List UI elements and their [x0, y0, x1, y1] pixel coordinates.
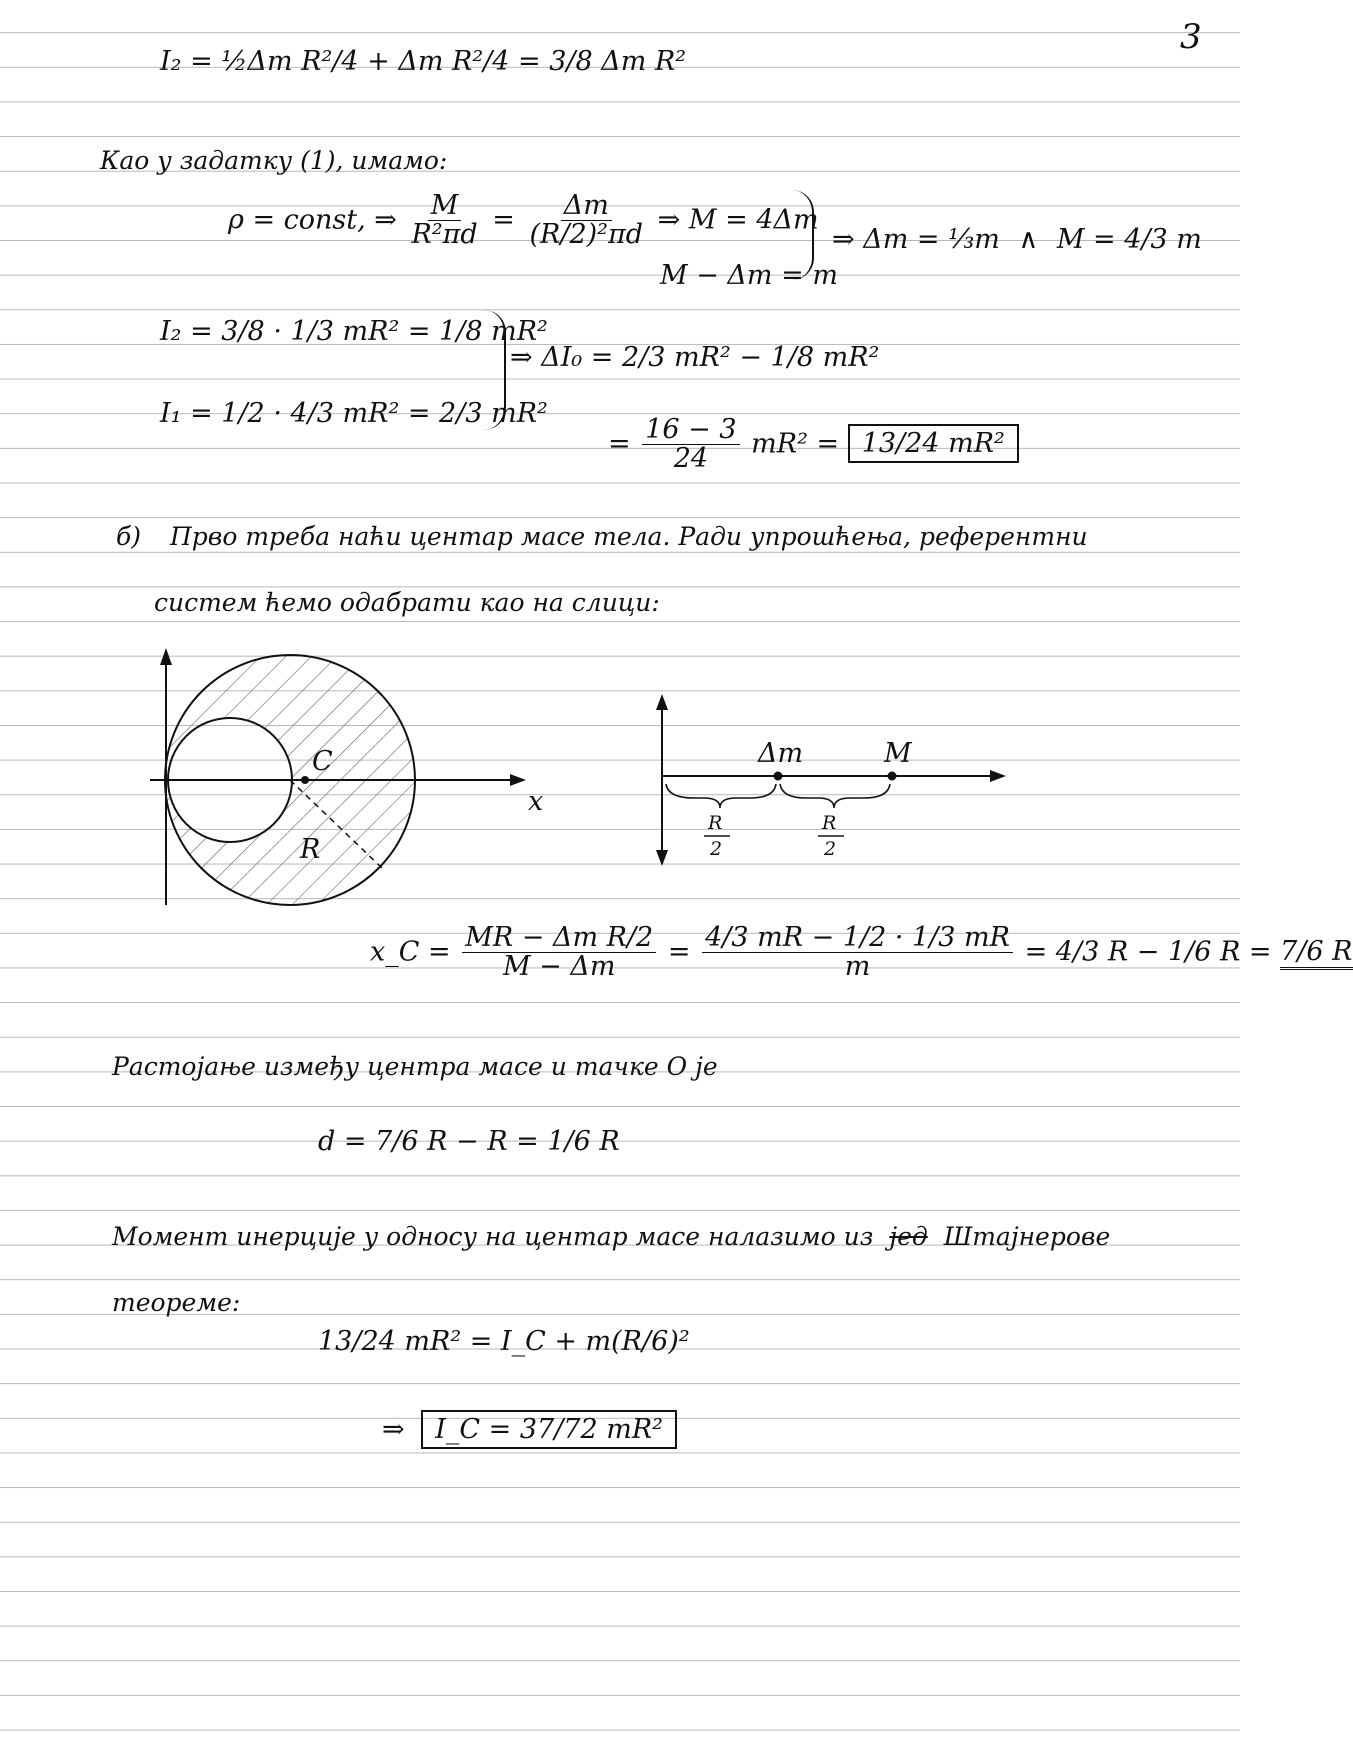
equals-sign: =	[667, 936, 691, 968]
xc-result: 7/6 R	[1280, 936, 1352, 970]
center-of-mass-point	[301, 776, 309, 784]
i1-equation: I₁ = 1/2 · 4/3 mR² = 2/3 mR²	[160, 398, 548, 429]
final-result	[382, 1410, 677, 1449]
moment-text-line-2: теореме:	[112, 1288, 241, 1317]
brace-left-segment	[666, 784, 776, 808]
fraction-numerator: 4/3 mR − 1/2 · 1/3 mR	[702, 924, 1013, 953]
steiner-word: Штајнерове	[943, 1222, 1111, 1251]
label-2-right: 2	[824, 838, 837, 860]
part-b-label: б)	[116, 522, 142, 551]
fraction-denominator: M − Δm	[502, 951, 616, 983]
vertical-axis-top-arrow	[656, 694, 668, 710]
i2-delta-equation: I₂ = ½Δm R²/4 + Δm R²/4 = 3/8 Δm R²	[160, 46, 687, 77]
fraction-numerator: 16 − 3	[642, 416, 739, 445]
fraction-xc-1	[462, 924, 656, 982]
dm-point	[774, 772, 783, 781]
y-axis-arrow	[160, 648, 172, 665]
density-lhs: ρ = const, ⇒	[228, 204, 397, 236]
mass-relation: ⇒ M = 4Δm	[657, 204, 819, 236]
label-r-right: R	[822, 812, 837, 834]
struck-text: јед	[889, 1222, 928, 1251]
xc-lhs: x_C =	[370, 936, 451, 968]
distance-equation: d = 7/6 R − R = 1/6 R	[318, 1126, 620, 1157]
intro-text: Као у задатку (1), имамо:	[100, 146, 448, 175]
boxed-final-result: I_C = 37/72 mR²	[421, 1410, 677, 1449]
fraction-denominator: m	[844, 951, 871, 983]
label-dm: Δm	[758, 738, 804, 769]
implies-arrow: ⇒	[382, 1414, 405, 1445]
equals-sign: =	[492, 204, 515, 236]
fraction-denominator: (R/2)²πd	[529, 219, 644, 251]
fraction-numerator: MR − Δm R/2	[462, 924, 656, 953]
big-m-result: M = 4/3 m	[1056, 224, 1202, 255]
label-x: x	[528, 786, 544, 817]
fraction-numerator: M	[428, 192, 462, 221]
equals-sign: =	[608, 428, 631, 460]
label-r: R	[300, 834, 321, 865]
label-big-m: M	[884, 738, 912, 769]
distance-text: Растојање између центра масе и тачке O је	[112, 1052, 718, 1081]
moment-text: Момент инерције у односу на центар масе налазимо из	[112, 1222, 874, 1251]
xc-equation	[370, 924, 1353, 982]
boxed-delta-result: 13/24 mR²	[848, 424, 1019, 463]
fraction-denominator: 24	[673, 443, 709, 475]
fraction-numerator: Δm	[561, 192, 612, 221]
vertical-axis-bottom-arrow	[656, 850, 668, 866]
disk-with-hole-figure	[150, 648, 526, 905]
dm-result: ⇒ Δm = ⅓m	[832, 224, 1000, 255]
page-number: 3	[1180, 17, 1202, 57]
part-b-line-2: систем ћемо одабрати као на слици:	[154, 588, 660, 617]
xc-tail: = 4/3 R − 1/6 R =	[1024, 936, 1272, 968]
horizontal-axis-arrow	[990, 770, 1006, 782]
steiner-equation: 13/24 mR² = I_C + m(R/6)²	[318, 1326, 690, 1357]
fraction-xc-2	[702, 924, 1013, 982]
mass-difference: M − Δm = m	[660, 260, 838, 291]
label-2-left: 2	[710, 838, 723, 860]
i2-equation: I₂ = 3/8 · 1/3 mR² = 1/8 mR²	[160, 316, 548, 347]
delta-tail: mR² =	[751, 428, 840, 460]
and-symbol: ∧	[1018, 224, 1039, 255]
x-axis-arrow	[510, 774, 526, 786]
fraction-denominator: R²πd	[411, 219, 478, 251]
big-m-point	[888, 772, 897, 781]
delta-i0-equation: ⇒ ΔI₀ = 2/3 mR² − 1/8 mR²	[510, 342, 880, 373]
moment-text-line-1	[112, 1224, 1110, 1249]
label-c: C	[312, 746, 333, 777]
label-r-left: R	[708, 812, 723, 834]
brace-right-segment	[780, 784, 890, 808]
part-b-line-1: Прво треба наћи центар масе тела. Ради упрошћења, референтни	[170, 522, 1088, 551]
